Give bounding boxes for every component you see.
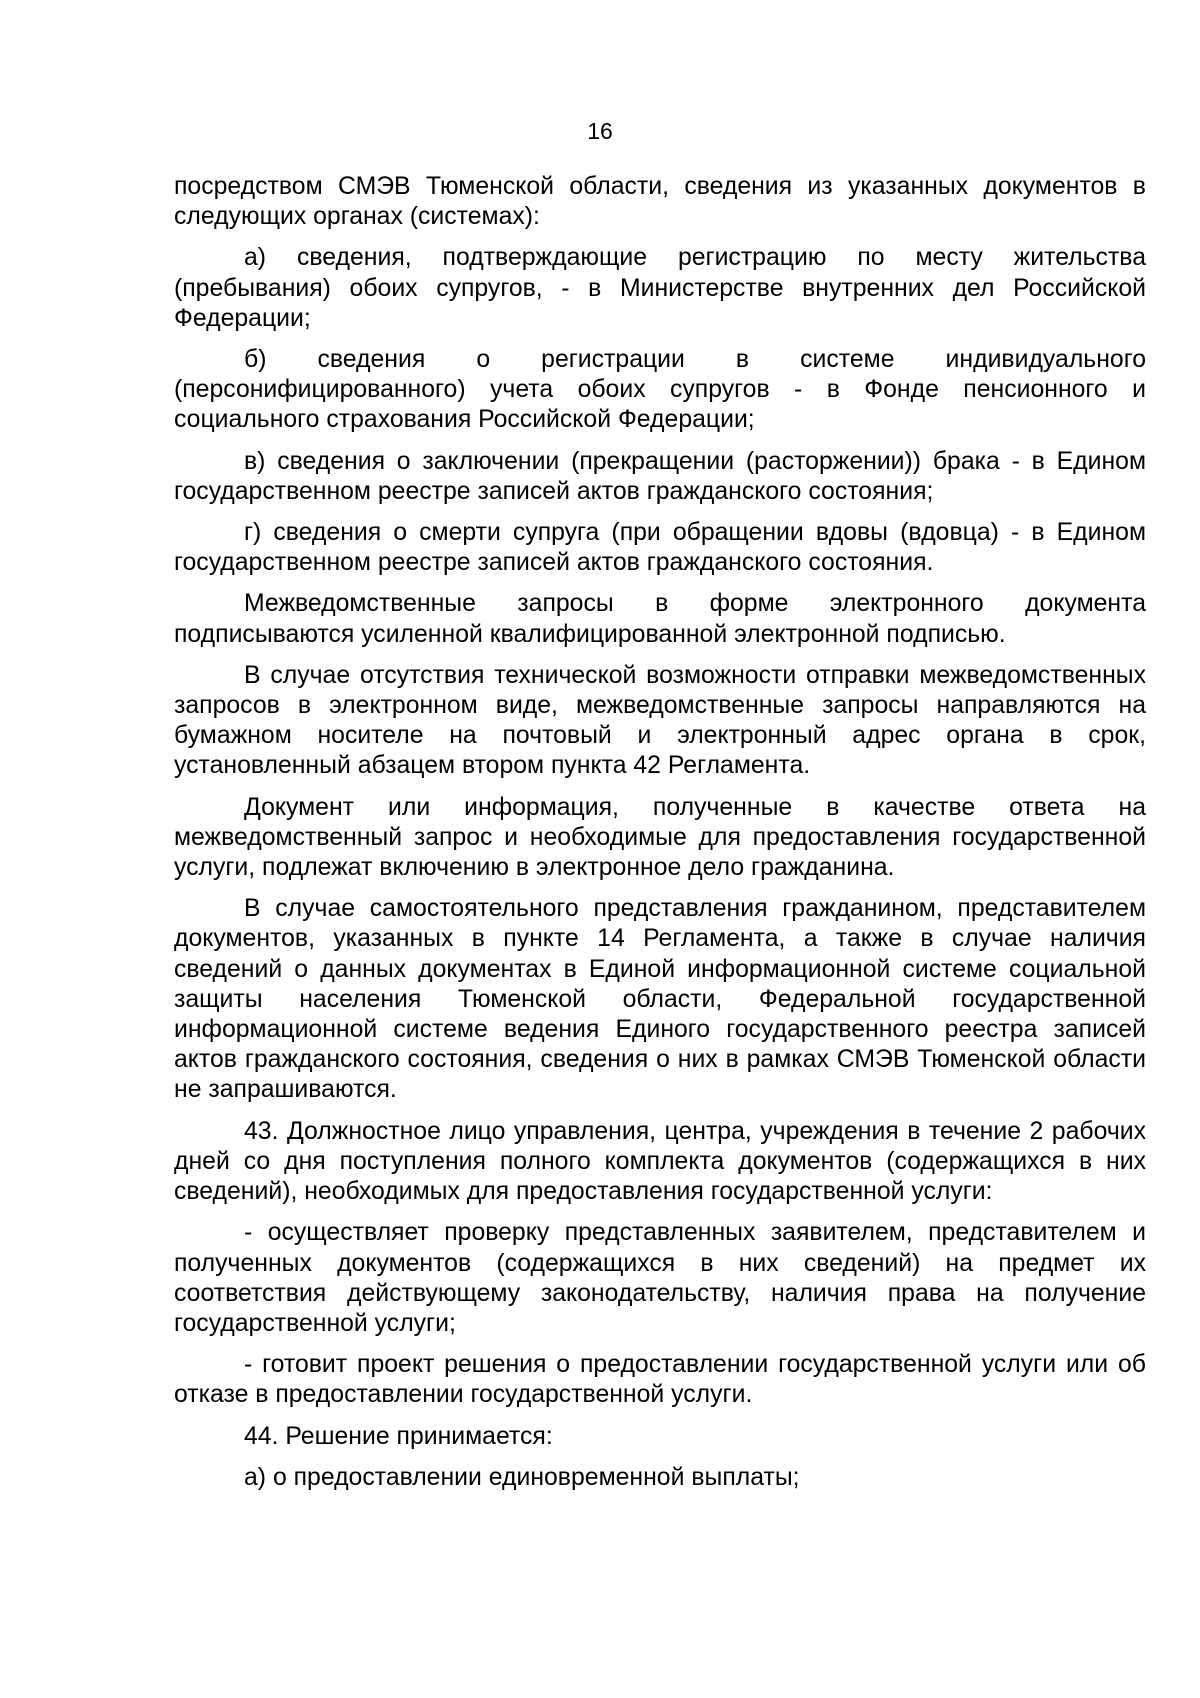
paragraph: 43. Должностное лицо управления, центра, учреждения в течение 2 рабочих дней со дня поступления полного комплекта документов (содержащихся в них сведений), необходимых для предоставления государственной услуги:	[174, 1117, 1146, 1206]
paragraph: Документ или информация, полученные в качестве ответа на межведомственный запрос и необходимые для предоставления государственной услуги, подлежат включению в электронное дело гражданина.	[174, 793, 1146, 882]
paragraph: б) сведения о регистрации в системе индивидуального (персонифицированного) учета обоих супругов - в Фонде пенсионного и социального страхования Российской Федерации;	[174, 346, 1146, 434]
paragraph: 44. Решение принимается:	[244, 1422, 553, 1450]
paragraph: а) сведения, подтверждающие регистрацию по месту жительства (пребывания) обоих супругов, - в Министерстве внутренних дел Российской Федерации;	[174, 244, 1146, 332]
paragraph: - готовит проект решения о предоставлении государственной услуги или об отказе в предоставлении государственной услуги.	[174, 1351, 1146, 1409]
paragraph: В случае самостоятельного представления гражданином, представителем документов, указанных в пункте 14 Регламента, а также в случае наличия сведений о данных документах в Единой информационной системе социальной защиты населения Тюменской области, Федеральной государственной информационной системе ведения Единого государственного реестра записей актов гражданского состояния, сведения о них в рамках СМЭВ Тюменской области не запрашиваются.	[174, 895, 1146, 1104]
paragraph: Межведомственные запросы в форме электронного документа подписываются усиленной квалифицированной электронной подписью.	[174, 590, 1146, 648]
document-body	[174, 172, 1146, 1504]
paragraph: - осуществляет проверку представленных заявителем, представителем и полученных документов (содержащихся в них сведений) на предмет их соответствия действующему законодательству, наличия права на получение государственной услуги;	[174, 1219, 1146, 1337]
paragraph: г) сведения о смерти супруга (при обращении вдовы (вдовца) - в Едином государственном реестре записей актов гражданского состояния.	[174, 519, 1146, 577]
paragraph: а) о предоставлении единовременной выплаты;	[244, 1463, 800, 1491]
paragraph: в) сведения о заключении (прекращении (расторжении)) брака - в Едином государственном реестре записей актов гражданского состояния;	[174, 447, 1146, 505]
paragraph: посредством СМЭВ Тюменской области, сведения из указанных документов в следующих органах (системах):	[174, 173, 1146, 231]
paragraph: В случае отсутствия технической возможности отправки межведомственных запросов в электронном виде, межведомственные запросы направляются на бумажном носителе на почтовый и электронный адрес органа в срок, установленный абзацем втором пункта 42 Регламента.	[174, 661, 1146, 780]
page-number: 16	[587, 118, 613, 144]
